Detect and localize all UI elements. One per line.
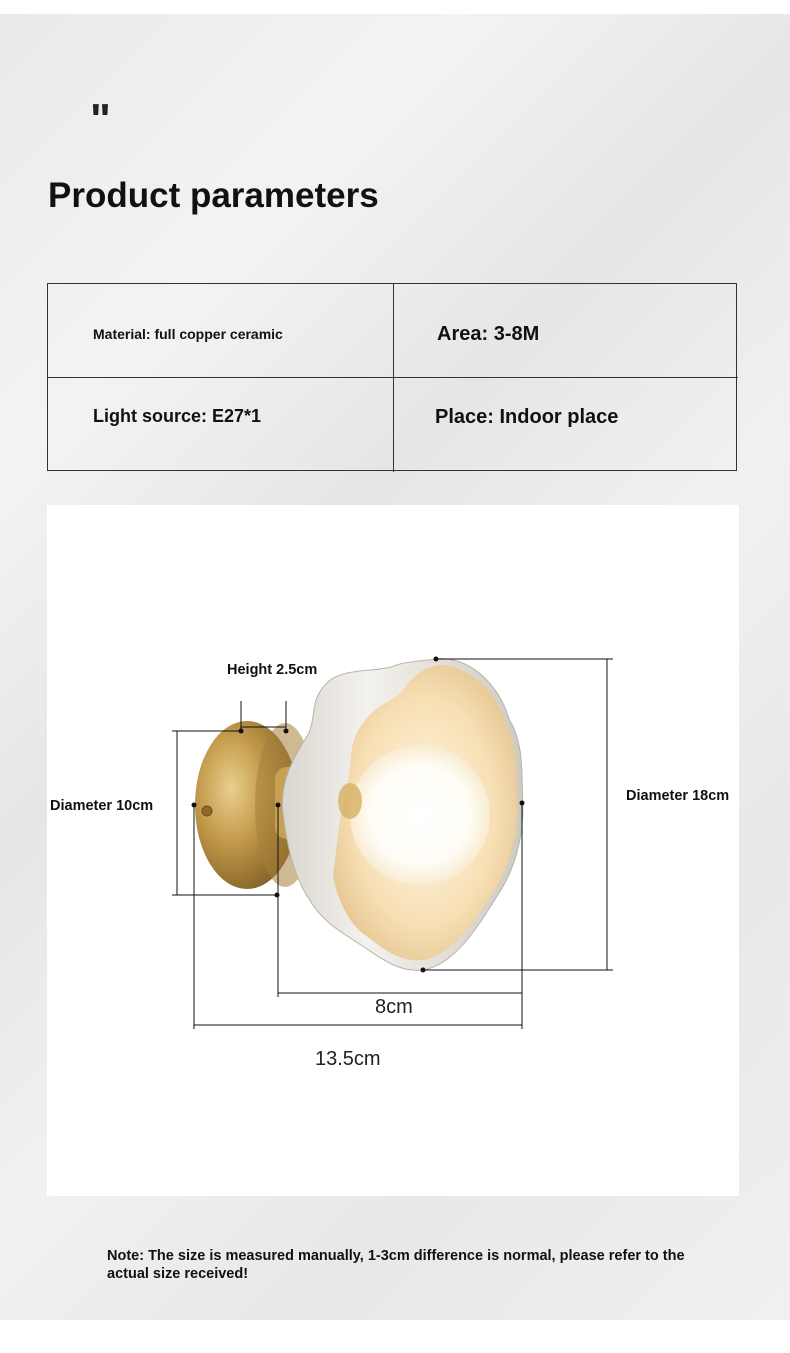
ceramic-shade: [282, 659, 523, 971]
param-cell-light-source: [48, 378, 394, 472]
quote-mark: ": [90, 95, 113, 144]
lamp-illustration: [47, 505, 739, 1196]
page-title: Product parameters: [48, 176, 379, 215]
dimension-shade-diameter-label: Diameter 18cm: [626, 788, 730, 804]
param-cell-place: [394, 378, 738, 472]
param-cell-material: [48, 284, 394, 378]
dimension-height-label: Height 2.5cm: [227, 662, 318, 678]
light-bulb: [350, 745, 490, 885]
dimension-total-depth-label: 13.5cm: [315, 1048, 381, 1070]
param-area: Area: 3-8M: [437, 323, 540, 345]
param-place: Place: Indoor place: [435, 406, 619, 428]
param-cell-area: [394, 284, 738, 378]
size-note: Note: The size is measured manually, 1-3cm difference is normal, please refer to the actual size received!: [107, 1248, 685, 1282]
param-light-source: Light source: E27*1: [93, 406, 262, 426]
param-material: Material: full copper ceramic: [93, 326, 283, 342]
dimension-shade-depth-label: 8cm: [375, 996, 413, 1018]
parameters-table: [47, 283, 737, 471]
product-dimension-photo: [47, 505, 739, 1196]
dimension-base-diameter-label: Diameter 10cm: [50, 798, 154, 814]
